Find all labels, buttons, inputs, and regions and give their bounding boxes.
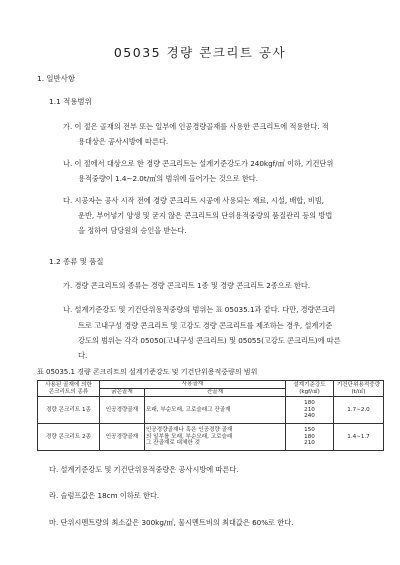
strength-value: 180 — [304, 433, 315, 440]
paragraph-line: 용대상은 공사시방에 따른다. — [78, 137, 169, 146]
strength-value: 240 — [304, 413, 315, 420]
header-strength-cell — [286, 381, 334, 397]
strength-value: 210 — [304, 406, 315, 413]
section-heading-general: 1. 일반사항 — [37, 74, 75, 83]
table-row — [38, 397, 384, 424]
header-strength-label: 설계기준강도 — [293, 381, 326, 388]
type-cell: 경량 콘크리트 1종 — [38, 397, 100, 424]
paragraph-line: 다. — [78, 351, 88, 360]
header-aggregate-cell: 사용골재 — [100, 381, 286, 389]
weight-cell: 1.7∼2.0 — [334, 397, 384, 424]
header-weight-label: 기건단위용적중량 — [336, 381, 381, 388]
page-title: 05035 경량 콘크리트 공사 — [113, 45, 287, 60]
header-coarse-cell: 굵은골재 — [100, 389, 145, 397]
subsection-heading-types: 1.2 종류 및 품질 — [49, 257, 104, 266]
header-weight-cell — [334, 381, 384, 397]
type-cell: 경량 콘크리트 2종 — [38, 424, 100, 451]
strength-cell — [286, 397, 334, 424]
header-type-label: 사용된 골재에 의한 — [45, 381, 92, 388]
header-weight-unit: (t/㎥) — [351, 388, 366, 395]
header-fine-cell: 잔골재 — [145, 389, 286, 397]
paragraph-line: 마. 단위시멘트량의 최소값은 300kg/㎥, 물시멘트비의 최대값은 60%로 한다. — [49, 518, 294, 527]
fine-line: 인공경량골재나 혹은 인공경량 골재 — [146, 426, 233, 433]
fine-cell — [145, 424, 286, 451]
header-type-label: 콘크리트의 종류 — [48, 388, 89, 395]
table-caption: 표 05035.1 경량 콘크리트의 설계기준강도 및 기건단위용적중량의 범위 — [37, 368, 258, 376]
strength-value: 210 — [304, 440, 315, 447]
fine-line: 의 일부를 모래, 부순모래, 고로슬래 — [146, 433, 233, 440]
header-type-cell — [38, 381, 100, 397]
paragraph-line: 을 정하여 담당원의 승인을 받는다. — [78, 226, 187, 235]
fine-line: 그 잔골재로 대체한 것 — [146, 440, 200, 447]
strength-value: 180 — [304, 399, 315, 406]
coarse-cell: 인공경량골재 — [100, 424, 145, 451]
paragraph-line: 다. 시공자는 공사 시작 전에 경량 콘크리트 시공에 사용되는 재료, 시설, 배합, 비빔, — [63, 196, 325, 205]
paragraph-line: 운반, 부어넣기 양생 및 굳지 않은 콘크리트의 단위용적중량의 품질관리 등의 방법 — [78, 211, 333, 220]
weight-cell: 1.4∼1.7 — [334, 424, 384, 451]
paragraph-line: 용적중량이 1.4∼2.0t/㎥의 범위에 들어가는 것으로 한다. — [78, 174, 258, 183]
paragraph-line: 강도의 범위는 각각 05050(고내구성 콘크리트) 및 05055(고강도 콘크리트)에 따른 — [78, 336, 341, 345]
subsection-heading-scope: 1.1 적용범위 — [49, 97, 92, 106]
spec-table — [37, 380, 384, 451]
paragraph-line: 나. 설계기준강도 및 기건단위용적중량의 범위는 표 05035.1과 같다. 다만, 경량콘크리 — [63, 305, 336, 314]
header-strength-unit: (kgf/㎠) — [299, 388, 320, 395]
fine-cell: 모래, 부순모래, 고로슬래그 잔골재 — [145, 397, 286, 424]
coarse-cell: 인공경량골재 — [100, 397, 145, 424]
paragraph-line: 나. 이 절에서 대상으로 한 경량 콘크리트는 설계기준강도가 240kgf/㎠ 이하, 기건단위 — [63, 159, 334, 168]
strength-cell — [286, 424, 334, 451]
table-row — [38, 424, 384, 451]
paragraph-line: 가. 이 절은 골재의 전부 또는 일부에 인공경량골재를 사용한 콘크리트에 적용한다. 적 — [63, 122, 329, 131]
strength-value: 150 — [304, 426, 315, 433]
paragraph-line: 가. 경량 콘크리트의 종류는 경량 콘크리트 1종 및 경량 콘크리트 2종으로 한다. — [63, 281, 311, 290]
paragraph-line: 라. 슬럼프값은 18cm 이하로 한다. — [49, 491, 160, 500]
paragraph-line: 트로 고내구성 경량 콘크리트 및 고강도 경량 콘크리트를 제조하는 경우, 설계기준 — [78, 321, 333, 330]
paragraph-line: 다. 설계기준강도 및 기건단위용적중량은 공사시방에 따른다. — [49, 465, 239, 474]
table-header-row — [38, 381, 384, 389]
